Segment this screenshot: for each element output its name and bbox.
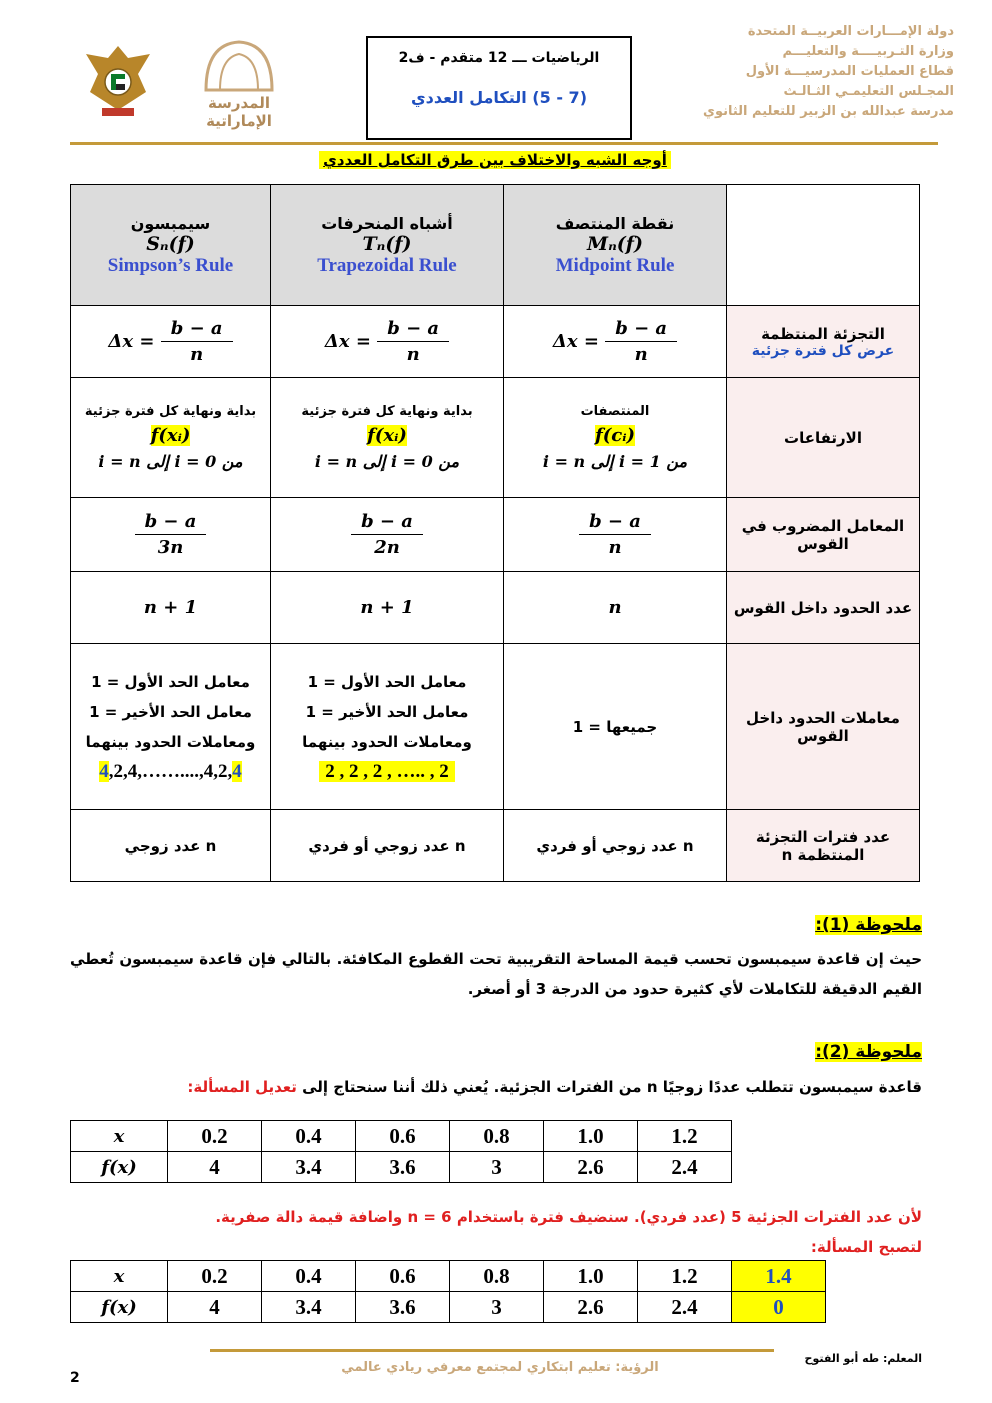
fx-header: f(x) (71, 1292, 168, 1323)
organization-header (694, 22, 954, 122)
midpoint-header (504, 185, 727, 306)
coefficients-line: معامل الحد الأول = 1 (307, 672, 467, 691)
svg-text:الإماراتية: الإماراتية (206, 112, 272, 130)
coefficient-sequence: 2 , 2 , 2 , ….. , 2 (319, 761, 455, 782)
header-divider (70, 142, 938, 145)
table-row (71, 1292, 826, 1323)
heights-cell (504, 378, 727, 498)
partition-cell (71, 306, 271, 378)
sequence-end: 4 (232, 760, 242, 782)
heights-desc: المنتصفات (580, 404, 650, 419)
coefficients-row (71, 644, 920, 810)
terms-cell: n (504, 572, 727, 644)
fx-header: f(x) (71, 1152, 168, 1183)
table-row (71, 1261, 826, 1292)
terms-row (71, 572, 920, 644)
terms-cell: n + 1 (271, 572, 504, 644)
fx-value: 3.4 (262, 1152, 356, 1183)
org-line: المجـلس التعليمـي الثـالـث (783, 84, 954, 99)
x-value: 0.2 (168, 1261, 262, 1292)
fx-value: 2.6 (544, 1292, 638, 1323)
x-added-value: 1.4 (732, 1261, 826, 1292)
school-logo-icon (186, 38, 292, 130)
coefficients-line: معامل الحد الأول = 1 (91, 672, 250, 691)
terms-cell: n + 1 (71, 572, 271, 644)
fraction-denominator: n (190, 344, 204, 365)
note2-title: ملحوظة (2): (815, 1042, 922, 1062)
heights-cell (271, 378, 504, 498)
x-value: 0.4 (262, 1121, 356, 1152)
height-function: f(xᵢ) (150, 425, 191, 446)
coefficients-line: معامل الحد الأخير = 1 (305, 702, 469, 721)
teacher-name: المعلم: طه أبو الفتوح (804, 1352, 922, 1365)
trapezoidal-header (271, 185, 504, 306)
org-line: دولة الإمـــارات العربيــة المتحدة (747, 24, 954, 39)
fraction-denominator: 2n (374, 537, 400, 558)
fx-value: 4 (168, 1152, 262, 1183)
note2-explanation (70, 1202, 922, 1262)
x-value: 0.6 (356, 1121, 450, 1152)
lesson-title-box (366, 36, 632, 140)
height-function: f(xᵢ) (367, 425, 407, 446)
partition-cell (271, 306, 504, 378)
x-value: 1.2 (638, 1121, 732, 1152)
method-symbol: Mₙ(f) (587, 232, 643, 255)
vision-statement: الرؤية: تعليم ابتكاري لمجتمع معرفي ريادي عالمي (341, 1360, 659, 1375)
row-label: عدد الحدود داخل القوس (727, 572, 920, 644)
fx-value: 3 (450, 1152, 544, 1183)
count-cell: n عدد زوجي أو فردي (504, 810, 727, 882)
fraction-numerator: b − a (605, 318, 677, 342)
note2-text (70, 1072, 922, 1102)
fraction-numerator: b − a (579, 511, 651, 535)
row-label: معاملات الحدود داخل القوس (727, 644, 920, 810)
simpson-header (71, 185, 271, 306)
fraction-numerator: b − a (377, 318, 449, 342)
page-heading-text: أوجه الشبه والاختلاف بين طرق التكامل العددي (319, 151, 671, 169)
x-value: 0.8 (450, 1261, 544, 1292)
coefficient-sequence: ,2,4,……....,4,2, (108, 760, 233, 782)
fx-value: 2.4 (638, 1292, 732, 1323)
partition-row (71, 306, 920, 378)
method-name-ar: نقطة المنتصف (555, 213, 675, 233)
row-label: عدد فترات التجزئة المنتظمة n (727, 810, 920, 882)
method-name-en: Trapezoidal Rule (317, 254, 457, 276)
index-range: من i = 1 إلى i = n (542, 452, 688, 471)
corner-cell (727, 185, 920, 306)
method-symbol: Sₙ(f) (146, 232, 195, 255)
heights-desc: بداية ونهاية كل فترة جزئية (301, 404, 473, 419)
count-cell: n عدد زوجي (71, 810, 271, 882)
page-heading (270, 150, 720, 169)
fx-value: 2.6 (544, 1152, 638, 1183)
subject-label: الرياضيات ـــ 12 متقدم - ف2 (398, 50, 600, 66)
row-sublabel: عرض كل فترة جزئية (751, 342, 895, 359)
fx-value: 3.4 (262, 1292, 356, 1323)
height-function: f(cᵢ) (594, 425, 636, 446)
formula-lhs: Δx = (552, 330, 599, 352)
note2-text-b: تعديل المسألة: (187, 1078, 297, 1096)
row-label: المعامل المضروب في القوس (727, 498, 920, 572)
row-label-text: التجزئة المنتظمة (761, 324, 885, 343)
heights-cell (71, 378, 271, 498)
table-header-row (71, 185, 920, 306)
method-name-ar: أشباه المنحرفات (321, 213, 453, 233)
fraction-denominator: n (608, 537, 622, 558)
formula-lhs: Δx = (108, 330, 155, 352)
fraction-numerator: b − a (135, 511, 207, 535)
comparison-table (70, 184, 920, 882)
x-value: 1.0 (544, 1261, 638, 1292)
fx-value: 3 (450, 1292, 544, 1323)
row-label: الارتفاعات (727, 378, 920, 498)
values-table-modified (70, 1260, 826, 1323)
fx-value: 2.4 (638, 1152, 732, 1183)
method-name-ar: سيمبسون (130, 213, 211, 233)
formula-lhs: Δx = (324, 330, 371, 352)
heights-desc: بداية ونهاية كل فترة جزئية (84, 404, 257, 419)
fx-value: 4 (168, 1292, 262, 1323)
fx-value: 3.6 (356, 1152, 450, 1183)
fraction-numerator: b − a (161, 318, 233, 342)
x-value: 0.2 (168, 1121, 262, 1152)
method-name-en: Simpson’s Rule (107, 254, 234, 276)
sequence-start: 4 (99, 760, 109, 782)
x-value: 0.4 (262, 1261, 356, 1292)
fx-added-value: 0 (732, 1292, 826, 1323)
page-number: 2 (70, 1370, 80, 1386)
coefficients-cell (271, 644, 504, 810)
coefficients-line: ومعاملات الحدود بينهما (85, 732, 256, 751)
note2-text-a: قاعدة سيمبسون تتطلب عددًا زوجيًا n من الفترات الجزئية. يُعني ذلك أننا سنحتاج إلى (296, 1078, 922, 1096)
table-row (71, 1121, 732, 1152)
coefficients-line: معامل الحد الأخير = 1 (89, 702, 252, 721)
coefficients-line: ومعاملات الحدود بينهما (302, 732, 472, 751)
coefficients-cell (504, 644, 727, 810)
factor-cell (504, 498, 727, 572)
x-header: x (71, 1121, 168, 1152)
coefficients-cell (71, 644, 271, 810)
factor-cell (271, 498, 504, 572)
fraction-denominator: 3n (157, 537, 184, 558)
svg-text:المدرسة: المدرسة (208, 94, 270, 112)
table-row (71, 1152, 732, 1183)
count-cell: n عدد زوجي أو فردي (271, 810, 504, 882)
factor-row (71, 498, 920, 572)
fraction-denominator: n (406, 344, 420, 365)
x-header: x (71, 1261, 168, 1292)
lesson-title: (7 - 5) التكامل العددي (411, 88, 587, 107)
fraction-denominator: n (634, 344, 648, 365)
org-line: قطاع العمليات المدرسيـــة الأول (745, 64, 954, 79)
note1-title: ملحوظة (1): (815, 915, 922, 935)
method-name-en: Midpoint Rule (555, 254, 675, 276)
org-line: وزارة التـربيــــة والتعليـــم (782, 44, 954, 59)
method-symbol: Tₙ(f) (362, 232, 412, 255)
fx-value: 3.6 (356, 1292, 450, 1323)
explanation-line: لتصبح المسألة: (810, 1238, 922, 1256)
x-value: 0.6 (356, 1261, 450, 1292)
x-value: 1.0 (544, 1121, 638, 1152)
values-table-original (70, 1120, 732, 1183)
index-range: من i = 0 إلى i = n (98, 452, 243, 471)
count-row (71, 810, 920, 882)
org-line: مدرسة عبدالله بن الزبير للتعليم الثانوي (703, 104, 954, 119)
row-label (727, 306, 920, 378)
fraction-numerator: b − a (351, 511, 423, 535)
heights-row (71, 378, 920, 498)
coefficients-text: جميعها = 1 (572, 717, 658, 736)
footer-divider (210, 1349, 774, 1352)
x-value: 1.2 (638, 1261, 732, 1292)
partition-cell (504, 306, 727, 378)
explanation-line: لأن عدد الفترات الجزئية 5 (عدد فردي). سنضيف فترة باستخدام n = 6 واضافة قيمة دالة صفرية. (215, 1208, 922, 1226)
note1-text: حيث إن قاعدة سيمبسون تحسب قيمة المساحة التقريبية تحت القطوع المكافئة. بالتالي فإن قاعدة سيمبسون تُعطي القيم الدقيقة للتكاملات لأي كثيرة حدود من الدرجة 3 أو أصغر. (70, 950, 922, 998)
x-value: 0.8 (450, 1121, 544, 1152)
index-range: من i = 0 إلى i = n (314, 452, 460, 471)
factor-cell (71, 498, 271, 572)
uae-emblem-icon (80, 40, 156, 118)
